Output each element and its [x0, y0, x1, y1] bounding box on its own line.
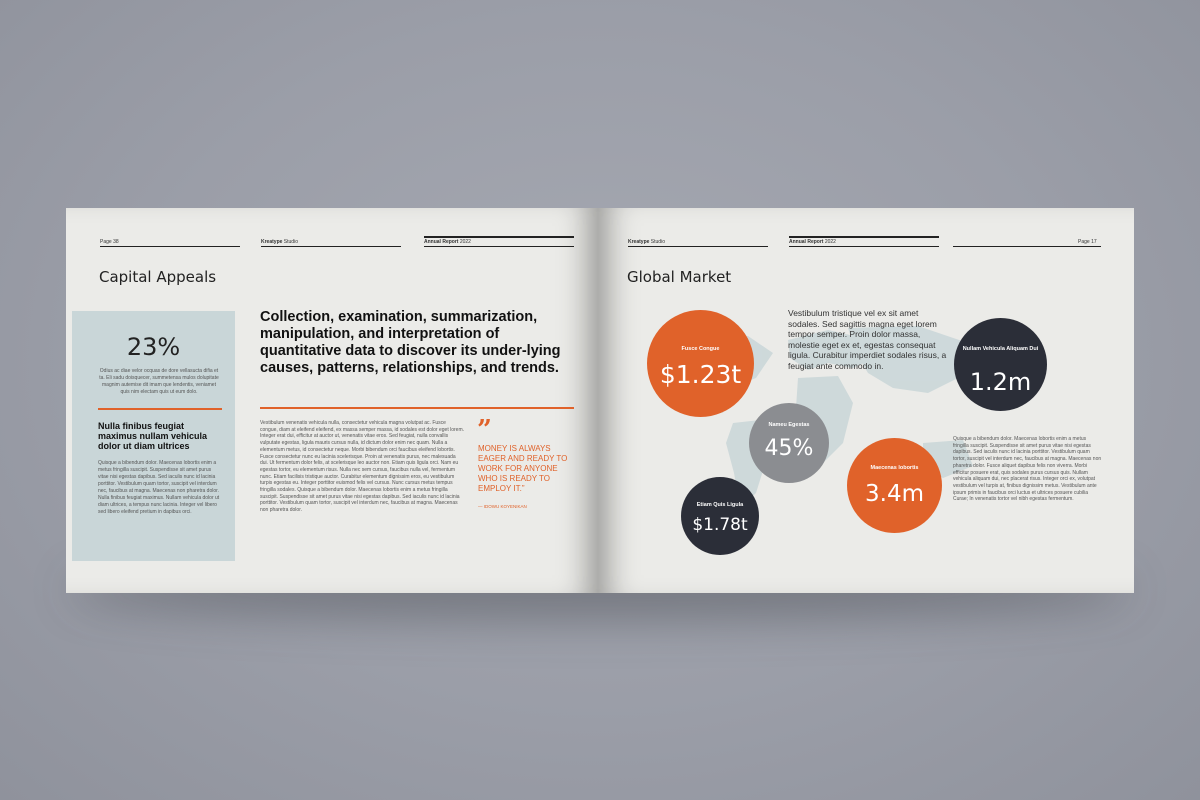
quote-author: — IDOWU KOYENIKAN	[478, 504, 527, 509]
bubble-label: Nameu Egestas	[768, 422, 810, 428]
bubble-value: $1.78t	[692, 515, 748, 535]
stat-caption: Odius ac diae velor ocquas de dore vellasucta difia et ta. Eli sadu doisquecer, summetensa mulos dolupitate magnim autemise dit imam que lendentis, veniamet quis nim electam quis ut eum dolo.	[99, 368, 219, 395]
bubble-label: Fusce Congue	[681, 346, 720, 352]
bubble-value: $1.23t	[659, 360, 742, 389]
header-top-rule	[789, 236, 939, 238]
stat-bubble	[749, 403, 829, 483]
page-number: Page 17	[1078, 239, 1097, 245]
brand-name: Kreatype Studio	[261, 239, 298, 245]
bubble-label: Nullam Vehicula Aliquam Dui	[962, 346, 1039, 352]
header-rule	[424, 246, 574, 247]
header-rule	[953, 246, 1101, 247]
headline: Collection, examination, summarization, manipulation, and interpretation of quantitative data to discover its under-lying causes, patterns, relationships, and trends.	[260, 309, 561, 376]
quote-mark-icon: ”	[477, 415, 492, 445]
page-number: Page 38	[100, 239, 119, 245]
side-heading: Nulla finibus feugiat maximus nullam vehicula dolor ut diam ultrices	[98, 421, 208, 451]
right-page	[598, 208, 1134, 593]
bubble-label: Etiam Quis Ligula	[696, 502, 744, 508]
bubble-value: 45%	[764, 436, 814, 461]
stat-bubble	[847, 438, 942, 533]
side-body: Quisque a bibendum dolor. Maecenas lobortis enim a metus fringilla suscipit. Suspendisse sit amet purus vitae nisi egestas dapibus. Sed iaculis nunc id lacinia porttitor. Vestibulum quam tortor, suscipit vel interdum nec, faucibus at magna. Maecenas non pharetra dolor. Nulla finibus feugiat maximus. Nullam vehicula dolor ut diam ultrices, a tempus nunc lacinia. Integer vel libero sed libero eleifend pretium in dapibus orci.	[98, 460, 220, 515]
bubble-value: 1.2m	[969, 368, 1032, 396]
intro-text: Vestibulum tristique vel ex sit amet sodales. Sed sagittis magna eget lorem tempor semper. Proin dolor massa, molestie eget ex et, egestas consequat ligula. Curabitur imperdiet sodales risus, a feugiat ante commodo in.	[788, 308, 947, 371]
report-label: Annual Report 2022	[424, 239, 471, 245]
report-label: Annual Report 2022	[789, 239, 836, 245]
stat-panel	[72, 311, 235, 561]
page-title: Capital Appeals	[99, 268, 217, 286]
pull-quote: MONEY IS ALWAYS EAGER AND READY TO WORK FOR ANYONE WHO IS READY TO EMPLOY IT.”	[478, 444, 568, 493]
side-body: Quisque a bibendum dolor. Maecenas lobortis enim a metus fringilla suscipit. Suspendisse sit amet purus vitae nisi egestas dapibus. Sed iaculis nunc id lacinia porttitor. Vestibulum quam tortor, suscipit vel interdum nec, faucibus at magna. Maecenas non pharetra dolor. Fusce aliquet dapibus felis non viverra. Morbi efficitur posuere erat, quis sodales purus cursus quis. Nullam vehicula aliquam dui, nec placerat risus. Integer orci ex, volutpat vestibulum vel turpis at, finibus dignissim metus. Vestibulum ante ipsum primis in faucibus orci luctus et ultrices posuere cubilia Curae; In venenatis tortor vel nibh egestas fermentum.	[953, 436, 1102, 503]
header-rule	[628, 246, 768, 247]
stat-bubble	[647, 310, 754, 417]
bubble-label: Maecenas lobortis	[870, 465, 919, 471]
accent-rule	[98, 408, 222, 410]
page-title: Global Market	[627, 268, 732, 286]
stat-bubble	[681, 477, 759, 555]
header-rule	[789, 246, 939, 247]
stat-bubble	[954, 318, 1047, 411]
header-rule	[261, 246, 401, 247]
left-page	[66, 208, 598, 593]
header-rule	[100, 246, 240, 247]
header-top-rule	[424, 236, 574, 238]
body-text: Vestibulum venenatis vehicula nulla, consectetur vehicula magna volutpat ac. Fusce congue, diam at eleifend eleifend, ex massa semper massa, id sodales est dolor eget lorem. Integer erat dui, efficitur at auctor ut, venenatis vitae eros. Sed feugiat, nulla convallis vulputate egestas, ligula mauris cursus nulla, id dictum dolor enim nec quam. Nulla a elementum metus, id consectetur neque. Morbi bibendum orci faucibus eleifend lobortis. Fusce consectetur nunc eu lacinia scelerisque. Proin at venenatis purus, nec malesuada dui. Ut fermentum dolor felis, at scelerisque leo auctor non. Etiam quis ligula orci. Nam eu egestas tortor, eu elementum risus. Nulla nec sem cursus, faucibus nulla vel, fermentum nunc. Etiam facilisis tristique auctor. Curabitur elementum dignissim eros, eu vestibulum turpis egestas eu. Integer porttitor euismod felis vel cursus. Nunc cursus metus tempus fringilla sodales. Quisque a bibendum dolor. Maecenas lobortis enim a metus fringilla suscipit. Suspendisse sit amet purus vitae nisi egestas dapibus. Sed iaculis nunc id lacinia porttitor. Vestibulum quam tortor, suscipit vel interdum nec, faucibus at magna. Maecenas non pharetra dolor.	[260, 420, 464, 514]
brand-name: Kreatype Studio	[628, 239, 665, 245]
bubble-value: 3.4m	[865, 481, 924, 507]
accent-rule	[260, 407, 574, 409]
stat-value: 23%	[126, 333, 181, 361]
